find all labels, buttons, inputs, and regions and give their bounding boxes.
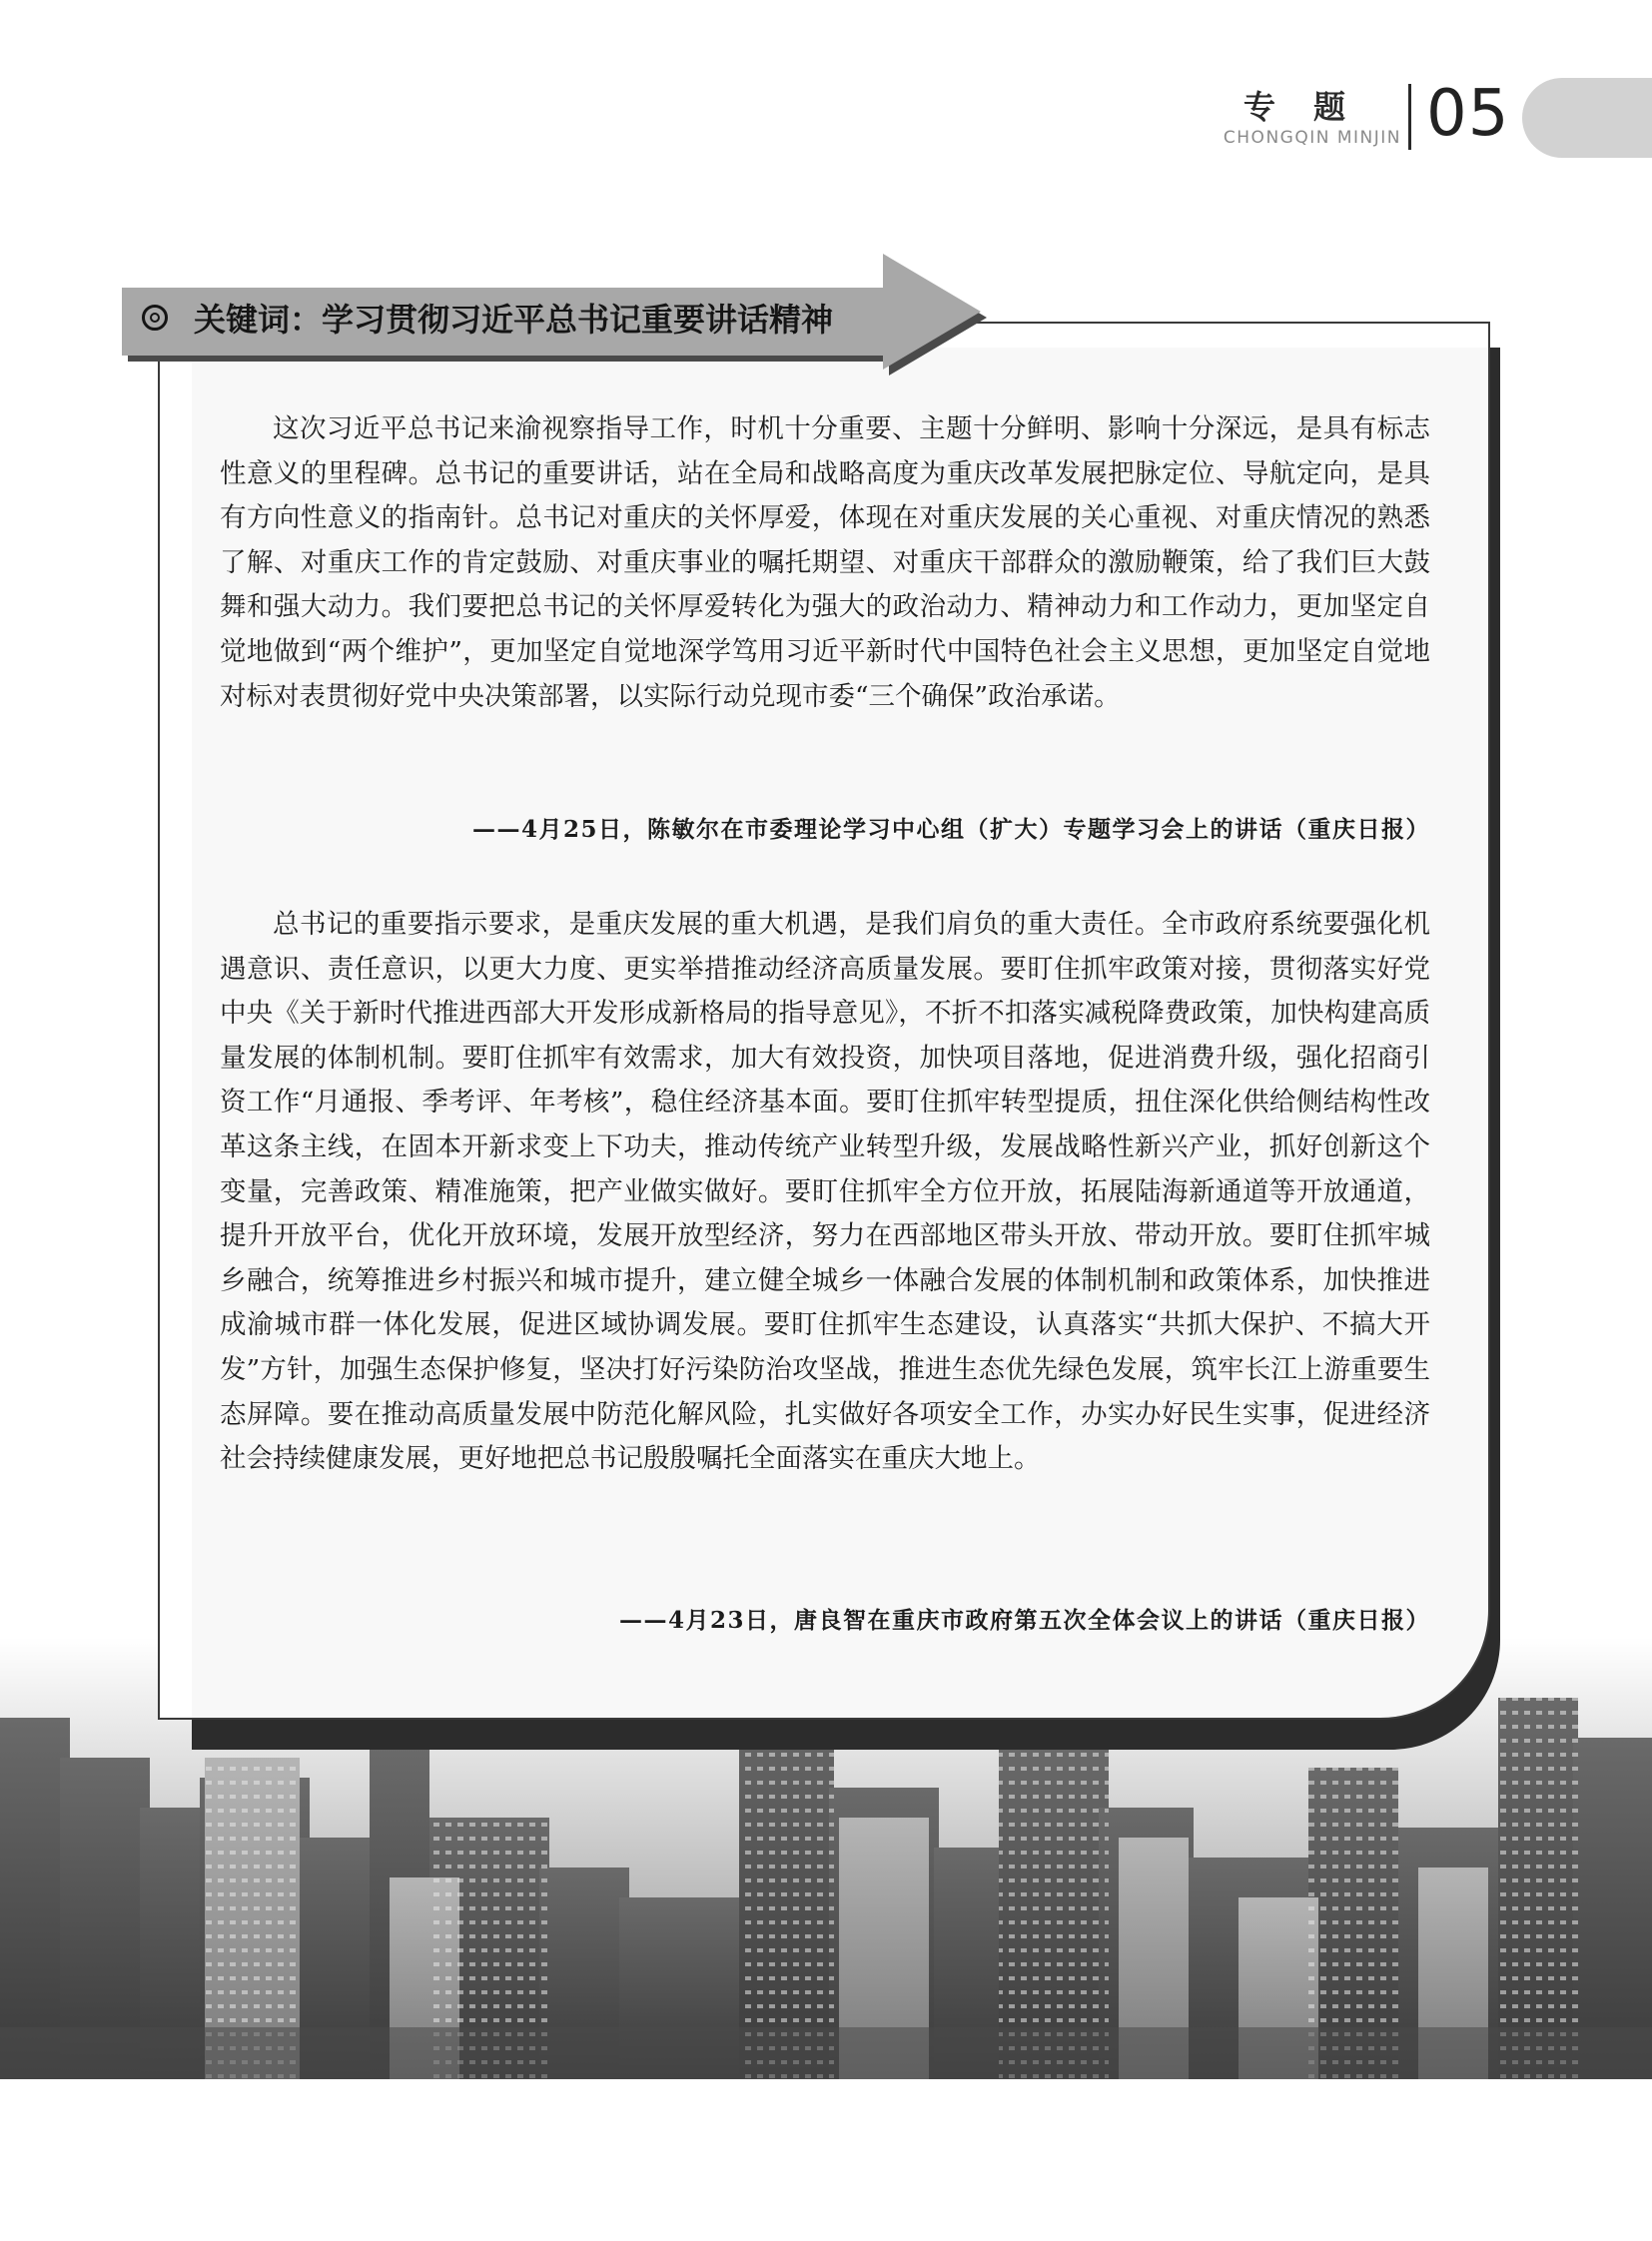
banner-title-text: 关键词：学习贯彻习近平总书记重要讲话精神 — [194, 301, 834, 339]
header-divider — [1408, 84, 1411, 150]
article-source-2: ——4月23日，唐良智在重庆市政府第五次全体会议上的讲话（重庆日报） — [618, 1607, 1430, 1634]
section-name: 专题 — [1243, 88, 1384, 126]
page-number: 05 — [1426, 77, 1510, 151]
banner-title — [142, 290, 833, 346]
article-source-1: ——4月25日，陈敏尔在市委理论学习中心组（扩大）专题学习会上的讲话（重庆日报） — [471, 816, 1430, 843]
article-body-1: 这次习近平总书记来渝视察指导工作，时机十分重要、主题十分鲜明、影响十分深远，是具有标志性意义的里程碑。总书记的重要讲话，站在全局和战略高度为重庆改革发展把脉定位、导航定向，是具有方向性意义的指南针。总书记对重庆的关怀厚爱，体现在对重庆发展的关心重视、对重庆情况的熟悉了解、对重庆工作的肯定鼓励、对重庆事业的嘱托期望、对重庆干部群众的激励鞭策，给了我们巨大鼓舞和强大动力。我们要把总书记的关怀厚爱转化为强大的政治动力、精神动力和工作动力，更加坚定自觉地做到“两个维护”，更加坚定自觉地深学笃用习近平新时代中国特色社会主义思想，更加坚定自觉地对标对表贯彻好党中央决策部署，以实际行动兑现市委“三个确保”政治承诺。 — [220, 413, 1430, 712]
article-body-2: 总书记的重要指示要求，是重庆发展的重大机遇，是我们肩负的重大责任。全市政府系统要强化机遇意识、责任意识，以更大力度、更实举措推动经济高质量发展。要盯住抓牢政策对接，贯彻落实好党中央《关于新时代推进西部大开发形成新格局的指导意见》，不折不扣落实减税降费政策，加快构建高质量发展的体制机制。要盯住抓牢有效需求，加大有效投资，加快项目落地，促进消费升级，强化招商引资工作“月通报、季考评、年考核”，稳住经济基本面。要盯住抓牢转型提质，扭住深化供给侧结构性改革这条主线，在固本开新求变上下功夫，推动传统产业转型升级，发展战略性新兴产业，抓好创新这个变量，完善政策、精准施策，把产业做实做好。要盯住抓牢全方位开放，拓展陆海新通道等开放通道，提升开放平台，优化开放环境，发展开放型经济，努力在西部地区带头开放、带动开放。要盯住抓牢城乡融合，统筹推进乡村振兴和城市提升，建立健全城乡一体融合发展的体制机制和政策体系，加快推进成渝城市群一体化发展，促进区域协调发展。要盯住抓牢生态建设，认真落实“共抓大保护、不搞大开发”方针，加强生态保护修复，坚决打好污染防治攻坚战，推进生态优先绿色发展，筑牢长江上游重要生态屏障。要在推动高质量发展中防范化解风险，扎实做好各项安全工作，办实办好民生实事，促进经济社会持续健康发展，更好地把总书记殷殷嘱托全面落实在重庆大地上。 — [220, 909, 1430, 1475]
bullseye-icon — [142, 305, 168, 331]
header-tab — [1522, 78, 1652, 158]
keyword-banner — [122, 252, 993, 385]
magazine-name: CHONGQIN MINJIN — [1223, 128, 1401, 148]
